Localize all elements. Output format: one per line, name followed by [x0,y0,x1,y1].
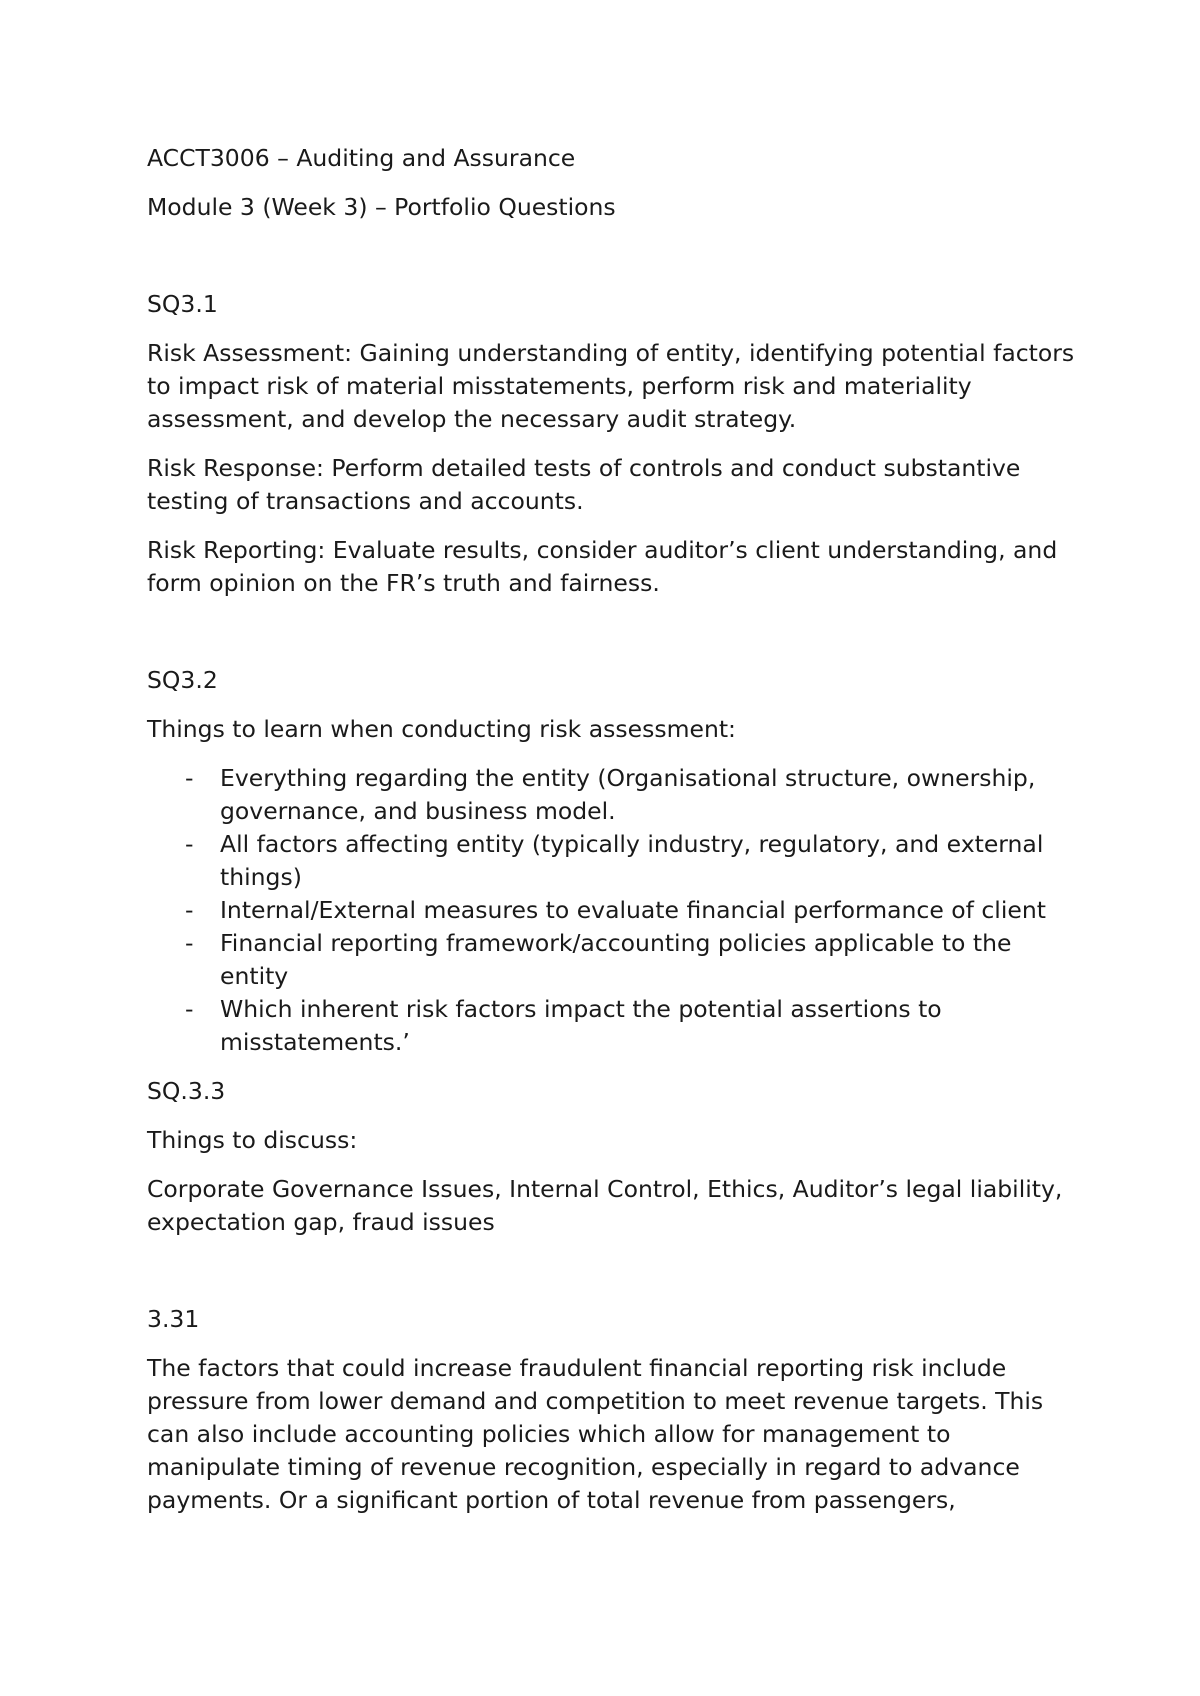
sq32-intro: Things to learn when conducting risk assessment: [147,715,736,743]
sq33-body: Corporate Governance Issues, Internal Control, Ethics, Auditor’s legal liability, expectation gap, fraud issues [147,1175,1063,1236]
module-title: Module 3 (Week 3) – Portfolio Questions [147,193,616,221]
dash-marker: - [185,896,194,924]
list-item-text: Internal/External measures to evaluate financial performance of client [220,896,1046,924]
course-title: ACCT3006 – Auditing and Assurance [147,144,576,172]
dash-marker: - [185,995,194,1023]
q331-heading: 3.31 [147,1305,200,1333]
dash-marker: - [185,764,194,792]
document-body [147,142,1077,1517]
sq33-heading: SQ.3.3 [147,1077,226,1105]
sq31-risk-assessment: Risk Assessment: Gaining understanding of entity, identifying potential factors to impact risk of material misstatements, perform risk and materiality assessment, and develop the necessary audit strategy. [147,339,1075,433]
sq33-intro: Things to discuss: [147,1126,358,1154]
dash-marker: - [185,929,194,957]
list-item-text: Which inherent risk factors impact the potential assertions to misstatements.’ [220,995,942,1056]
sq31-heading: SQ3.1 [147,290,218,318]
q331-body: The factors that could increase fraudulent financial reporting risk include pressure from lower demand and competition to meet revenue targets. This can also include accounting policies which allow for management to manipulate timing of revenue recognition, especially in regard to advance payments. Or a significant portion of total revenue from passengers, [147,1354,1044,1514]
list-item-text: All factors affecting entity (typically industry, regulatory, and external things) [220,830,1044,891]
list-item [147,762,1077,828]
dash-marker: - [185,830,194,858]
sq31-risk-response: Risk Response: Perform detailed tests of controls and conduct substantive testing of transactions and accounts. [147,454,1021,515]
sq32-list [147,762,1077,1059]
list-item-text: Everything regarding the entity (Organisational structure, ownership, governance, and business model. [220,764,1036,825]
list-item [147,993,1077,1059]
list-item [147,927,1077,993]
list-item [147,828,1077,894]
list-item-text: Financial reporting framework/accounting policies applicable to the entity [220,929,1012,990]
list-item [147,894,1077,927]
sq31-risk-reporting: Risk Reporting: Evaluate results, consider auditor’s client understanding, and form opinion on the FR’s truth and fairness. [147,536,1058,597]
sq32-heading: SQ3.2 [147,666,218,694]
